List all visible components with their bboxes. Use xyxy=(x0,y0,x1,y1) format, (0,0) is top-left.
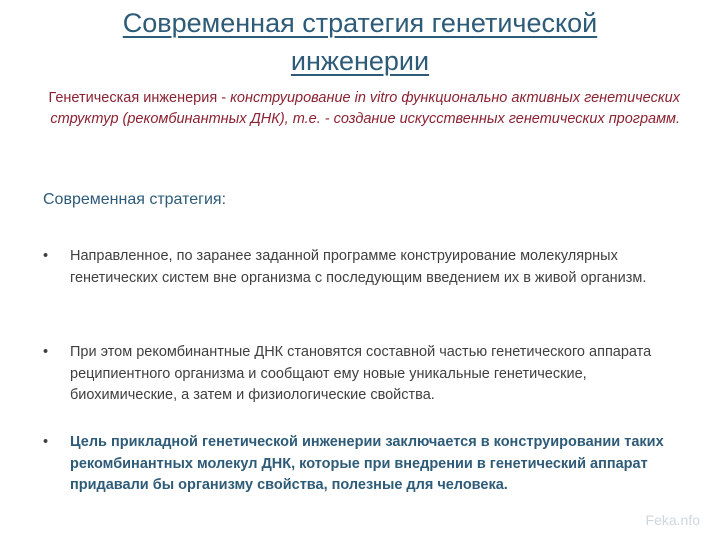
section-subtitle: Современная стратегия: xyxy=(43,191,227,208)
bullet-icon: • xyxy=(43,248,49,264)
bullet-icon: • xyxy=(43,344,49,360)
definition-lead: Генетическая инженерия - xyxy=(48,90,231,106)
list-item-text: Цель прикладной генетической инженерии заключается в конструировании таких рекомбинантных молекул ДНК, которые при внедрении в генетический аппарат придавали бы организму свойства, полезные для человека. xyxy=(70,434,664,493)
definition-paragraph xyxy=(40,88,680,130)
list-item xyxy=(43,342,693,407)
page-title: Современная стратегия генетической инженерии xyxy=(122,8,598,76)
list-item xyxy=(43,246,693,289)
definition-text: конструирование in vitro функционально активных генетических структур (рекомбинантных ДНК), т.е. - создание искусственных генетических программ. xyxy=(50,90,680,127)
list-item-text: Направленное, по заранее заданной программе конструирование молекулярных генетических систем вне организма с последующим введением их в живой организм. xyxy=(70,248,647,286)
list-item xyxy=(43,432,693,497)
watermark: Feka.nfo xyxy=(645,512,700,528)
bullet-icon: • xyxy=(43,434,49,450)
list-item-text: При этом рекомбинантные ДНК становятся составной частью генетического аппарата реципиентного организма и сообщают ему новые уникальные генетические, биохимические, а затем и физиологические свойства. xyxy=(70,344,652,403)
